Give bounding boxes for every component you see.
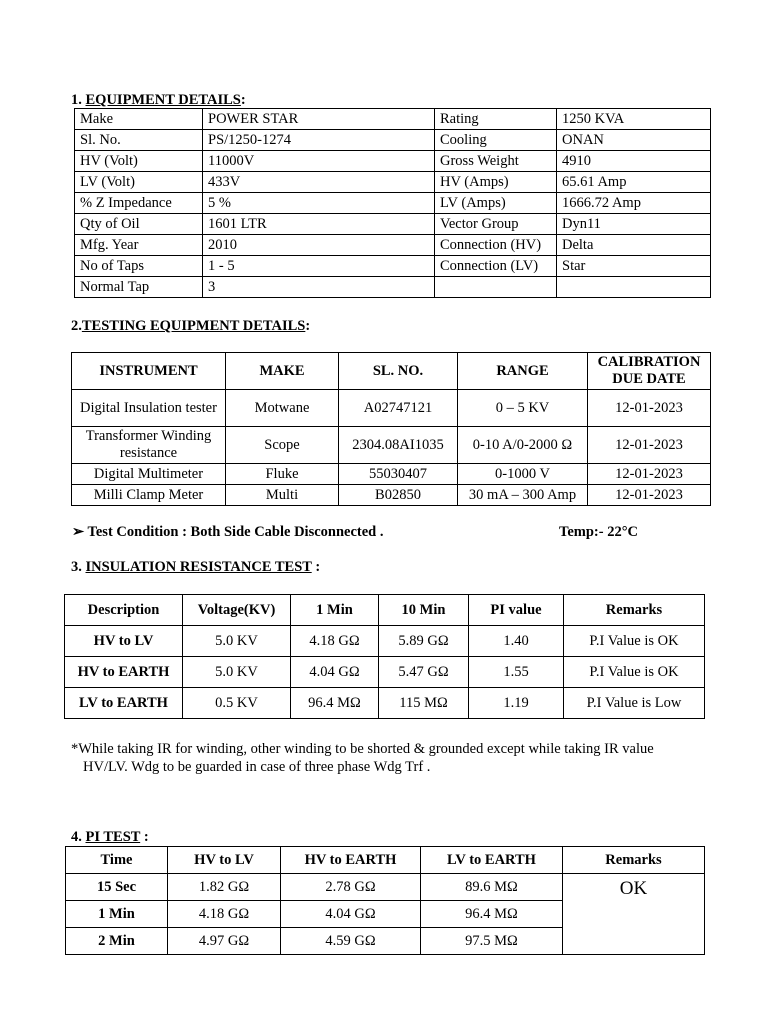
equipment-details-table [74,108,711,298]
table-cell: 89.6 MΩ [421,874,563,901]
column-header: INSTRUMENT [72,353,226,390]
section1-title: EQUIPMENT DETAILS [85,92,241,108]
field-label: Mfg. Year [75,235,203,256]
field-value: 2010 [203,235,435,256]
testing-equipment-table [71,352,711,506]
section1-colon: : [240,92,246,108]
test-condition [72,524,383,541]
column-header: HV to LV [168,847,281,874]
table-cell: Milli Clamp Meter [72,485,226,506]
table-cell: Multi [226,485,339,506]
field-value: 65.61 Amp [557,172,711,193]
field-value: Star [557,256,711,277]
pi-test-table [65,846,705,955]
field-label: Connection (HV) [435,235,557,256]
field-value: 5 % [203,193,435,214]
section4-heading [71,829,149,846]
field-label: Make [75,109,203,130]
table-cell: P.I Value is Low [564,688,705,719]
field-label: Connection (LV) [435,256,557,277]
field-value: 11000V [203,151,435,172]
section4-number: 4. [71,829,82,845]
ir-note [71,740,731,776]
table-cell: 1.55 [469,657,564,688]
field-value: 1 - 5 [203,256,435,277]
table-cell: P.I Value is OK [564,626,705,657]
table-row [75,235,711,256]
table-cell: 0 – 5 KV [458,390,588,427]
table-cell: 96.4 MΩ [291,688,379,719]
table-row [75,256,711,277]
table-row [75,130,711,151]
remark-cell: OK [563,874,705,955]
table-row [75,172,711,193]
time-cell: 2 Min [66,928,168,955]
section3-colon: : [311,559,321,575]
field-label: % Z Impedance [75,193,203,214]
table-cell: 1.82 GΩ [168,874,281,901]
field-value: POWER STAR [203,109,435,130]
section3-heading [71,559,320,576]
table-row [72,485,711,506]
field-label: Rating [435,109,557,130]
table-row [72,464,711,485]
table-cell: 5.47 GΩ [379,657,469,688]
table-cell: 115 MΩ [379,688,469,719]
table-row [65,688,705,719]
section4-colon: : [140,829,149,845]
table-row [75,277,711,298]
column-header: Voltage(KV) [183,595,291,626]
table-cell: 96.4 MΩ [421,901,563,928]
table-cell: Motwane [226,390,339,427]
table-cell: 12-01-2023 [588,427,711,464]
row-description: HV to LV [65,626,183,657]
column-header: CALIBRATION DUE DATE [588,353,711,390]
column-header: SL. NO. [339,353,458,390]
time-cell: 15 Sec [66,874,168,901]
table-cell: 2.78 GΩ [281,874,421,901]
ir-note-line2: HV/LV. Wdg to be guarded in case of three phase Wdg Trf . [83,759,431,775]
field-label: Gross Weight [435,151,557,172]
table-cell: Digital Insulation tester [72,390,226,427]
ir-note-line1: *While taking IR for winding, other winding to be shorted & grounded except while taking IR value [71,741,654,757]
field-label: Normal Tap [75,277,203,298]
section2-colon: : [305,318,311,334]
table-cell: Scope [226,427,339,464]
field-label: HV (Volt) [75,151,203,172]
section4-title: PI TEST [85,829,141,845]
table-cell: Fluke [226,464,339,485]
field-value: 4910 [557,151,711,172]
table-cell: Digital Multimeter [72,464,226,485]
field-label: LV (Amps) [435,193,557,214]
column-header: MAKE [226,353,339,390]
table-cell: 4.18 GΩ [291,626,379,657]
table-cell: 97.5 MΩ [421,928,563,955]
field-value: PS/1250-1274 [203,130,435,151]
table-cell: 0.5 KV [183,688,291,719]
field-value: 3 [203,277,435,298]
temperature-text: Temp:- 22°C [559,524,638,540]
table-cell: 0-1000 V [458,464,588,485]
table-row [72,390,711,427]
table-cell: 12-01-2023 [588,390,711,427]
time-cell: 1 Min [66,901,168,928]
table-cell: 12-01-2023 [588,485,711,506]
column-header: Description [65,595,183,626]
table-cell: 1.19 [469,688,564,719]
field-value: 1601 LTR [203,214,435,235]
table-cell: 1.40 [469,626,564,657]
table-cell: 4.59 GΩ [281,928,421,955]
field-label: Qty of Oil [75,214,203,235]
column-header: 1 Min [291,595,379,626]
column-header: Time [66,847,168,874]
table-cell: 5.0 KV [183,626,291,657]
table-cell: 4.04 GΩ [291,657,379,688]
field-value: 1666.72 Amp [557,193,711,214]
table-cell: 4.97 GΩ [168,928,281,955]
row-description: HV to EARTH [65,657,183,688]
table-cell: 5.0 KV [183,657,291,688]
field-value: Dyn11 [557,214,711,235]
table-cell: 12-01-2023 [588,464,711,485]
table-cell: 4.04 GΩ [281,901,421,928]
bullet-arrow-icon: ➢ [72,524,85,540]
table-cell: A02747121 [339,390,458,427]
column-header: HV to EARTH [281,847,421,874]
section1-heading [71,92,246,109]
section2-number: 2. [71,318,82,334]
field-value: ONAN [557,130,711,151]
test-condition-text: Test Condition : Both Side Cable Disconnected . [87,524,384,540]
field-label: LV (Volt) [75,172,203,193]
field-label: No of Taps [75,256,203,277]
section1-number: 1. [71,92,82,108]
table-cell: 4.18 GΩ [168,901,281,928]
column-header: LV to EARTH [421,847,563,874]
table-cell: 55030407 [339,464,458,485]
table-row [75,214,711,235]
table-row [65,657,705,688]
field-label [435,277,557,298]
table-row [75,193,711,214]
field-label: Sl. No. [75,130,203,151]
field-value [557,277,711,298]
field-label: HV (Amps) [435,172,557,193]
column-header: Remarks [564,595,705,626]
section3-number: 3. [71,559,82,575]
table-cell: 30 mA – 300 Amp [458,485,588,506]
column-header: Remarks [563,847,705,874]
insulation-resistance-table [64,594,705,719]
section2-title: TESTING EQUIPMENT DETAILS [81,318,306,334]
row-description: LV to EARTH [65,688,183,719]
table-row [72,427,711,464]
table-cell: P.I Value is OK [564,657,705,688]
table-row [75,151,711,172]
column-header: 10 Min [379,595,469,626]
section2-heading [71,318,310,335]
field-value: 433V [203,172,435,193]
field-value: Delta [557,235,711,256]
table-cell: Transformer Winding resistance [72,427,226,464]
table-cell: 2304.08AI1035 [339,427,458,464]
table-cell: 0-10 A/0-2000 Ω [458,427,588,464]
table-row [65,626,705,657]
column-header: PI value [469,595,564,626]
field-label: Cooling [435,130,557,151]
table-row [66,874,705,901]
table-row [75,109,711,130]
field-label: Vector Group [435,214,557,235]
table-cell: 5.89 GΩ [379,626,469,657]
section3-title: INSULATION RESISTANCE TEST [85,559,312,575]
field-value: 1250 KVA [557,109,711,130]
table-cell: B02850 [339,485,458,506]
column-header: RANGE [458,353,588,390]
